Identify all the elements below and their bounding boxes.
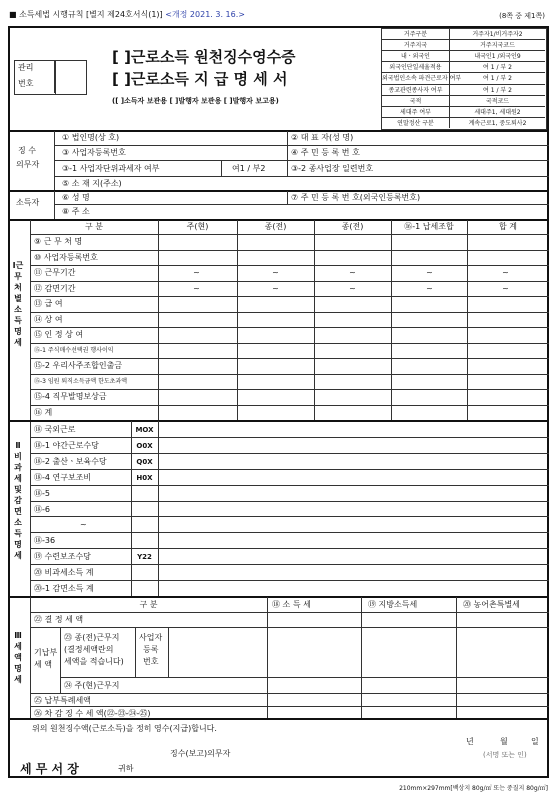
- section1-row-divider: [30, 374, 549, 375]
- section2-row-label: ⑲ 수련보조수당: [34, 552, 91, 562]
- title-subtitle: ([ ]소득자 보관용 [ ]발행자 보관용 [ ]발행자 보고용): [112, 97, 279, 105]
- s1-col-prev1: 종(전): [264, 222, 287, 231]
- prev-work-line-2: (결정세액란의: [64, 645, 114, 654]
- payer-sign-label: 징수(보고)의무자: [170, 749, 231, 758]
- section2-row-label: ⑱-5: [34, 488, 50, 498]
- section1-row-divider: [30, 265, 549, 266]
- recipient-section-label: 소득자: [16, 198, 40, 207]
- prev-work-line-1: ㉓ 종(전)근무지: [64, 633, 120, 642]
- section1-row-label: ⑬ 급 여: [34, 299, 63, 308]
- section2-row-code: O0X: [136, 441, 153, 450]
- residency-row-label: 국적: [409, 97, 422, 105]
- section2-row-label: ⑱-4 연구보조비: [34, 472, 92, 482]
- section2-row-label: ⑱ 국외근로: [34, 425, 76, 434]
- prev-work-line-3: 세액을 적습니다): [64, 657, 124, 666]
- paid-tax-label-2: 세 액: [34, 660, 52, 669]
- s1-col-prev2: 종(전): [341, 222, 364, 231]
- residency-row-value[interactable]: 여 1 / 부 2: [483, 75, 512, 83]
- branch-number-label: ③-2 종사업장 일련번호: [291, 164, 374, 173]
- residency-row-label: 연말정산 구분: [397, 119, 434, 127]
- section2-row-divider: [30, 501, 549, 502]
- footer-statement: 위의 원천징수액(근로소득)을 정히 영수(지급)합니다.: [32, 724, 217, 733]
- s1-col-total: 합 계: [499, 222, 517, 231]
- section1-row-label: ⑩ 사업자등록번호: [34, 252, 98, 262]
- section2-row-divider: [30, 532, 549, 533]
- section1-row-label: ⑯ 계: [34, 407, 53, 417]
- section2-row-code: MOX: [135, 426, 154, 434]
- period-tilde: ~: [272, 268, 279, 277]
- section1-row-divider: [30, 281, 549, 282]
- recipient-name-label: ⑥ 성 명: [62, 193, 90, 202]
- payer-address-label: ⑤ 소 재 지(주소): [62, 179, 122, 188]
- residency-row-value[interactable]: 거주자1/비거주자2: [472, 31, 523, 38]
- period-tilde: ~: [426, 268, 433, 277]
- sign-hint: (서명 또는 인): [483, 751, 527, 759]
- section2-row-divider: [30, 580, 549, 581]
- residency-row-value[interactable]: 내국인1 /외국인9: [474, 53, 521, 61]
- biz-no-line-2: 등록: [143, 645, 159, 654]
- unit-taxpayer-choice[interactable]: 여1 / 부2: [232, 164, 266, 173]
- section2-row-label: ⑱-6: [34, 504, 50, 514]
- section2-row-label: ⑱-1 야간근로수당: [34, 440, 99, 450]
- representative-label: ② 대 표 자(성 명): [291, 133, 354, 142]
- form-reference: ■ 소득세법 시행규칙 [별지 제24호서식(1)] <개정 2021. 3. 16.>: [9, 10, 245, 19]
- section2-row-code: H0X: [136, 473, 153, 482]
- residency-row-divider: [381, 61, 545, 62]
- section2-row-code: Q0X: [136, 457, 153, 466]
- date-day: 일: [531, 737, 539, 746]
- recipient-address-label: ⑧ 주 소: [62, 207, 90, 216]
- section2-row-divider: [30, 469, 549, 470]
- section1-row-label: ⑮-2 우리사주조합인출금: [34, 361, 123, 370]
- section1-row-label: ⑮-3 임원 퇴직소득금액 한도초과액: [34, 377, 128, 385]
- s1-col-union: ⑯-1 납세조합: [404, 222, 454, 231]
- section1-row-divider: [30, 343, 549, 344]
- admin-number-field[interactable]: [54, 60, 87, 95]
- section2-row-label: ⑱-36: [34, 536, 56, 546]
- residency-row-divider: [381, 106, 545, 107]
- section2-row-label: ⑱-2 출산ㆍ보육수당: [34, 456, 107, 466]
- residency-row-label: 내ㆍ외국인: [401, 53, 430, 61]
- residency-row-divider: [381, 39, 545, 40]
- payer-section-label-2: 의무자: [16, 160, 40, 169]
- section1-row-label: ⑭ 상 여: [34, 314, 63, 324]
- tax-office: 세 무 서 장: [20, 762, 79, 776]
- business-number-label: ③ 사업자등록번호: [62, 148, 126, 157]
- period-tilde: ~: [502, 283, 509, 293]
- residency-row-value[interactable]: 국적코드: [485, 97, 510, 105]
- residency-row-divider: [381, 84, 545, 85]
- section2-row-label: ⑳ 비과세소득 계: [34, 568, 94, 578]
- section1-header-divider: [30, 234, 549, 235]
- section1-row-divider: [30, 296, 549, 297]
- residency-row-label: 외국법인소속 파견근로자 여부: [382, 75, 462, 83]
- section2-row-code: Y22: [137, 553, 152, 562]
- residency-row-value[interactable]: 거주지국코드: [480, 42, 515, 50]
- period-tilde: ~: [272, 283, 279, 293]
- determined-tax-label: ㉒ 결 정 세 액: [34, 615, 84, 624]
- period-tilde: ~: [349, 283, 356, 293]
- period-tilde: ~: [502, 268, 509, 277]
- residency-row-divider: [381, 95, 545, 96]
- paid-tax-label-1: 기납부: [34, 648, 58, 657]
- period-tilde: ~: [426, 283, 433, 293]
- section1-row-divider: [30, 312, 549, 313]
- section1-row-divider: [30, 250, 549, 251]
- section1-row-label: ⑮ 인 정 상 여: [34, 330, 84, 339]
- section2-row-divider: [30, 437, 549, 438]
- s1-col-main: 주(현): [186, 222, 209, 231]
- s3-col-local-tax: ⑲ 지방소득세: [368, 600, 418, 609]
- biz-no-line-1: 사업자: [139, 633, 163, 642]
- unit-taxpayer-label: ③-1 사업자단위과세자 여부: [62, 164, 160, 173]
- period-tilde: ~: [349, 268, 356, 277]
- date-year: 년: [466, 737, 474, 746]
- section1-row-label: ⑫ 감면기간: [34, 283, 76, 293]
- residency-row-divider: [381, 72, 545, 73]
- residency-row-label: 거주구분: [403, 31, 428, 38]
- title-line-2: [ ]근로소득 지 급 명 세 서: [112, 70, 288, 88]
- s1-col-category: 구 분: [85, 222, 103, 231]
- section2-row-label: ~: [80, 520, 87, 530]
- section2-row-divider: [30, 516, 549, 517]
- section2-row-divider: [30, 564, 549, 565]
- residency-row-label: 거주지국: [403, 42, 428, 50]
- section2-row-divider: [30, 485, 549, 486]
- section2-row-label: ⑳-1 감면소득 계: [34, 584, 94, 594]
- residency-row-label: 외국인단일세율적용: [389, 64, 442, 72]
- paper-spec: 210mm×297mm[백상지 80g/㎡ 또는 중질지 80g/㎡]: [399, 785, 548, 792]
- residency-row-label: 종교관련종사자 여부: [388, 86, 443, 94]
- period-tilde: ~: [193, 268, 200, 277]
- residency-row-value[interactable]: 세대주1, 세대원2: [474, 108, 521, 116]
- residency-row-divider: [381, 50, 545, 51]
- section1-vertical-label: Ⅰ근무처별소득명세: [12, 261, 24, 347]
- section1-row-label: ⑪ 근무기간: [34, 268, 76, 277]
- payer-resident-number-label: ④ 주 민 등 록 번 호: [291, 148, 360, 157]
- admin-label-1: 관리: [18, 63, 34, 72]
- union-tax-label: ㉕ 납부특례세액: [34, 696, 91, 705]
- section1-row-divider: [30, 389, 549, 390]
- residency-row-value[interactable]: 계속근로1, 중도퇴사2: [468, 119, 527, 127]
- payer-section-label-1: 징 수: [18, 146, 36, 155]
- deducted-tax-label: ㉖ 차 감 징 수 세 액(㉒-㉓-㉔-㉕): [34, 709, 151, 718]
- section2-row-divider: [30, 453, 549, 454]
- section3-vertical-label: Ⅲ세액명세: [14, 631, 22, 684]
- revision-note: <개정 2021. 3. 16.>: [165, 10, 245, 19]
- section1-row-label: ⑨ 근 무 처 명: [34, 237, 83, 246]
- honorific: 귀하: [118, 764, 134, 773]
- s3-col-rural-tax: ⑳ 농어촌특별세: [463, 600, 520, 609]
- residency-row-label: 세대주 여부: [400, 108, 431, 116]
- biz-no-line-3: 번호: [143, 657, 159, 666]
- period-tilde: ~: [193, 283, 200, 293]
- page-info: (8쪽 중 제1쪽): [499, 12, 545, 20]
- residency-row-value[interactable]: 여 1 / 부 2: [483, 64, 512, 72]
- date-month: 월: [500, 737, 508, 746]
- main-work-label: ㉔ 주(현)근무지: [64, 681, 120, 690]
- recipient-resident-number-label: ⑦ 주 민 등 록 번 호(외국인등록번호): [291, 193, 421, 202]
- title-line-1: [ ]근로소득 원천징수영수증: [112, 48, 296, 66]
- s3-col-income-tax: ⑱ 소 득 세: [272, 600, 311, 609]
- s3-col-category: 구 분: [139, 600, 158, 609]
- section2-row-divider: [30, 548, 549, 549]
- section1-row-label: ⑮-1 주식매수선택권 행사이익: [34, 346, 114, 354]
- residency-row-value[interactable]: 여 1 / 부 2: [483, 86, 512, 94]
- section1-row-divider: [30, 405, 549, 406]
- section1-row-divider: [30, 358, 549, 359]
- section2-vertical-label: Ⅱ비과세및감면소득명세: [14, 441, 22, 560]
- section1-row-divider: [30, 327, 549, 328]
- corp-name-label: ① 법인명(상 호): [62, 133, 120, 142]
- section1-row-label: ⑮-4 직무발명보상금: [34, 392, 107, 401]
- admin-label-2: 번호: [18, 79, 34, 88]
- residency-row-divider: [381, 117, 545, 118]
